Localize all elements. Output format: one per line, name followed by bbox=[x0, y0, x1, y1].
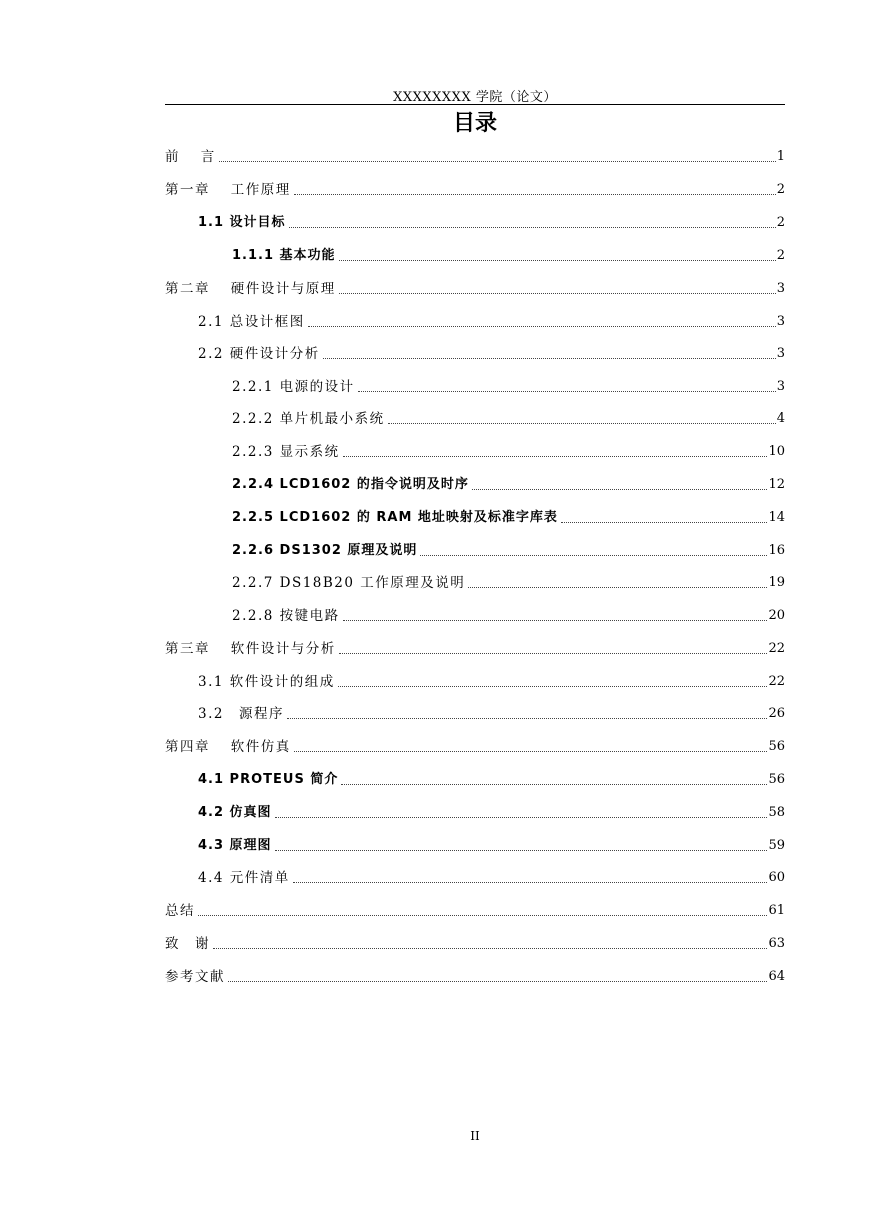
toc-entry-preface[interactable] bbox=[165, 146, 785, 166]
toc-leader-dots bbox=[287, 718, 767, 719]
toc-entry-page: 19 bbox=[768, 575, 785, 590]
toc-entry-label: 3.1 软件设计的组成 bbox=[198, 674, 335, 690]
toc-leader-dots bbox=[275, 850, 768, 851]
toc-entry-page: 12 bbox=[768, 477, 785, 492]
toc-entry-2-2-3[interactable] bbox=[232, 441, 785, 461]
toc-entry-page: 14 bbox=[768, 510, 785, 525]
toc-entry-page: 58 bbox=[768, 805, 785, 820]
page-number: II bbox=[470, 1129, 480, 1143]
toc-leader-dots bbox=[341, 784, 767, 785]
toc-leader-dots bbox=[338, 686, 768, 687]
toc-entry-1-1[interactable] bbox=[198, 212, 785, 232]
toc-entry-page: 3 bbox=[776, 379, 785, 394]
toc-leader-dots bbox=[308, 326, 776, 327]
toc-leader-dots bbox=[213, 948, 767, 949]
toc-entry-label: 1.1 设计目标 bbox=[198, 215, 286, 230]
toc-entry-label: 4.1 PROTEUS 简介 bbox=[198, 772, 339, 787]
toc-entry-page: 22 bbox=[768, 674, 785, 689]
toc-entry-4-3[interactable] bbox=[198, 835, 785, 855]
toc-entry-label: 总结 bbox=[165, 903, 195, 919]
toc-entry-2-2[interactable] bbox=[198, 343, 785, 363]
toc-entry-page: 56 bbox=[768, 772, 785, 787]
toc-entry-2-2-2[interactable] bbox=[232, 408, 785, 428]
toc-entry-chapter-4[interactable] bbox=[165, 736, 785, 756]
toc-leader-dots bbox=[275, 817, 768, 818]
toc-entry-3-2[interactable] bbox=[198, 703, 785, 723]
toc-entry-label: 2.2.3 显示系统 bbox=[232, 444, 340, 460]
toc-leader-dots bbox=[198, 915, 767, 916]
toc-entry-label: 1.1.1 基本功能 bbox=[232, 248, 336, 263]
toc-entry-label: 2.2.6 DS1302 原理及说明 bbox=[232, 543, 418, 558]
toc-entry-label: 2.2.2 单片机最小系统 bbox=[232, 411, 385, 427]
toc-leader-dots bbox=[294, 751, 768, 752]
toc-leader-dots bbox=[294, 194, 776, 195]
toc-leader-dots bbox=[388, 423, 776, 424]
toc-entry-page: 10 bbox=[768, 444, 785, 459]
toc-entry-page: 26 bbox=[768, 706, 785, 721]
toc-entry-2-2-8[interactable] bbox=[232, 605, 785, 625]
toc-entry-page: 20 bbox=[768, 608, 785, 623]
toc-entry-label: 2.2.5 LCD1602 的 RAM 地址映射及标准字库表 bbox=[232, 510, 558, 525]
toc-entry-2-2-5[interactable] bbox=[232, 507, 785, 527]
toc-entry-page: 3 bbox=[776, 314, 785, 329]
toc-leader-dots bbox=[343, 620, 768, 621]
toc-entry-2-2-4[interactable] bbox=[232, 474, 785, 494]
toc-entry-page: 22 bbox=[768, 641, 785, 656]
toc-entry-4-1[interactable] bbox=[198, 769, 785, 789]
toc-entry-page: 3 bbox=[776, 281, 785, 296]
toc-entry-page: 2 bbox=[776, 248, 785, 263]
toc-entry-label: 致 谢 bbox=[165, 936, 210, 952]
toc-entry-label: 2.2.4 LCD1602 的指令说明及时序 bbox=[232, 477, 469, 492]
toc-entry-page: 56 bbox=[768, 739, 785, 754]
toc-leader-dots bbox=[358, 391, 776, 392]
toc-entry-chapter-3[interactable] bbox=[165, 638, 785, 658]
toc-entry-label: 第二章 硬件设计与原理 bbox=[165, 281, 336, 297]
toc-leader-dots bbox=[323, 358, 776, 359]
toc-entry-page: 61 bbox=[768, 903, 785, 918]
toc-entry-page: 63 bbox=[768, 936, 785, 951]
toc-entry-label: 第四章 软件仿真 bbox=[165, 739, 291, 755]
toc-leader-dots bbox=[219, 161, 776, 162]
toc-leader-dots bbox=[228, 981, 767, 982]
toc-entry-2-2-7[interactable] bbox=[232, 572, 785, 592]
toc-entry-label: 参考文献 bbox=[165, 969, 225, 985]
toc-entry-page: 2 bbox=[776, 182, 785, 197]
toc-entry-label: 2.2 硬件设计分析 bbox=[198, 346, 320, 362]
toc-entry-2-2-1[interactable] bbox=[232, 376, 785, 396]
toc-entry-label: 2.2.1 电源的设计 bbox=[232, 379, 355, 395]
toc-leader-dots bbox=[339, 293, 776, 294]
toc-entry-2-1[interactable] bbox=[198, 311, 785, 331]
toc-leader-dots bbox=[343, 456, 768, 457]
toc-entry-4-2[interactable] bbox=[198, 802, 785, 822]
toc-entry-4-4[interactable] bbox=[198, 867, 785, 887]
toc-entry-page: 59 bbox=[768, 838, 785, 853]
toc-entry-page: 2 bbox=[776, 215, 785, 230]
toc-entry-page: 16 bbox=[768, 543, 785, 558]
toc-entry-1-1-1[interactable] bbox=[232, 245, 785, 265]
toc-leader-dots bbox=[339, 653, 768, 654]
toc-entry-label: 4.2 仿真图 bbox=[198, 805, 272, 820]
toc-entry-chapter-1[interactable] bbox=[165, 179, 785, 199]
toc-entry-page: 64 bbox=[768, 969, 785, 984]
toc-leader-dots bbox=[420, 555, 767, 556]
toc-leader-dots bbox=[289, 227, 776, 228]
toc-entry-2-2-6[interactable] bbox=[232, 540, 785, 560]
page-header: XXXXXXXX 学院（论文） bbox=[393, 90, 557, 105]
toc-leader-dots bbox=[472, 489, 768, 490]
toc-entry-label: 4.4 元件清单 bbox=[198, 870, 290, 886]
toc-entry-acknowledgements[interactable] bbox=[165, 933, 785, 953]
toc-entry-label: 2.2.8 按键电路 bbox=[232, 608, 340, 624]
toc-entry-summary[interactable] bbox=[165, 900, 785, 920]
toc-leader-dots bbox=[293, 882, 768, 883]
toc-entry-page: 3 bbox=[776, 346, 785, 361]
toc-entry-page: 4 bbox=[776, 411, 785, 426]
toc-entry-label: 2.1 总设计框图 bbox=[198, 314, 305, 330]
toc-leader-dots bbox=[468, 587, 767, 588]
toc-leader-dots bbox=[561, 522, 768, 523]
toc-leader-dots bbox=[339, 260, 776, 261]
toc-entry-page: 1 bbox=[776, 149, 785, 164]
toc-entry-3-1[interactable] bbox=[198, 671, 785, 691]
toc-entry-page: 60 bbox=[768, 870, 785, 885]
toc-entry-label: 2.2.7 DS18B20 工作原理及说明 bbox=[232, 575, 466, 591]
toc-entry-label: 第三章 软件设计与分析 bbox=[165, 641, 336, 657]
document-title: 目录 bbox=[452, 111, 497, 136]
toc-entry-label: 4.3 原理图 bbox=[198, 838, 272, 853]
toc-entry-references[interactable] bbox=[165, 966, 785, 986]
toc-entry-chapter-2[interactable] bbox=[165, 278, 785, 298]
toc-entry-label: 前 言 bbox=[165, 149, 216, 165]
toc-entry-label: 第一章 工作原理 bbox=[165, 182, 291, 198]
toc-entry-label: 3.2 源程序 bbox=[198, 706, 284, 722]
